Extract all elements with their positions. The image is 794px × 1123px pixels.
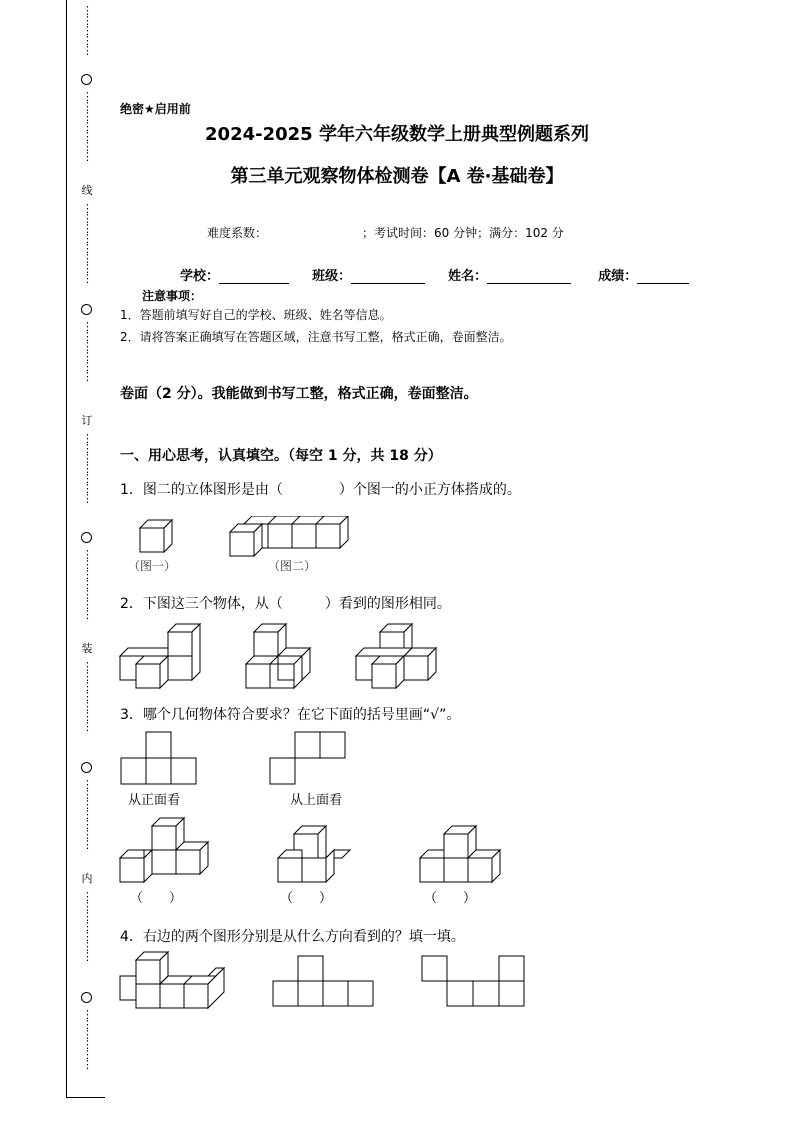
binding-dots: ⋮ ⋮ ⋮ ⋮ ⋮ ⋮ ⋮ <box>82 890 92 963</box>
binding-dots: ⋮ ⋮ ⋮ ⋮ ⋮ ⋮ ⋮ <box>82 660 92 733</box>
q3-object-c <box>420 826 500 882</box>
school-field[interactable] <box>219 270 289 284</box>
note-item: 2．请将答案正确填写在答题区域，注意书写工整，格式正确，卷面整洁。 <box>120 330 512 344</box>
score-field[interactable] <box>637 270 689 284</box>
q1-fig2-caption: （图二） <box>268 559 317 573</box>
q3-views <box>118 730 358 786</box>
q2-object-c <box>356 624 436 688</box>
q1-fig1-cube <box>140 520 172 552</box>
page-title: 2024-2025 学年六年级数学上册典型例题系列 <box>205 124 589 145</box>
binding-circle <box>81 74 92 85</box>
notes-heading: 注意事项： <box>142 289 203 303</box>
q4-figures <box>116 948 536 1012</box>
school-label: 学校： <box>180 269 220 284</box>
question-4: 4．右边的两个图形分别是从什么方向看到的？填一填。 <box>120 929 465 945</box>
score-label: 成绩： <box>598 269 638 284</box>
binding-dots: ⋮ ⋮ ⋮ ⋮ ⋮ ⋮ <box>82 1008 92 1071</box>
binding-dots: ⋮ ⋮ ⋮ ⋮ ⋮ ⋮ ⋮ ⋮ <box>82 202 92 285</box>
binding-dots: ⋮ ⋮ ⋮ ⋮ ⋮ ⋮ ⋮ <box>82 548 92 621</box>
binding-char: 装 <box>81 642 93 655</box>
difficulty-label: 难度系数： <box>207 226 268 240</box>
q3-answer-bracket-a[interactable]: （ ） <box>130 891 183 906</box>
q2-figures <box>116 620 446 692</box>
note-item: 1．答题前填写好自己的学校、班级、姓名等信息。 <box>120 308 392 322</box>
question-1: 1．图二的立体图形是由（ ）个图一的小正方体搭成的。 <box>120 482 521 498</box>
q4-view-1 <box>273 956 373 1006</box>
binding-circle <box>81 532 92 543</box>
binding-dots: ⋮ ⋮ ⋮ ⋮ ⋮ ⋮ ⋮ <box>82 432 92 505</box>
q4-solid <box>120 952 224 1008</box>
binding-dots: ⋮ ⋮ ⋮ ⋮ ⋮ ⋮ ⋮ <box>82 778 92 851</box>
q1-fig1-caption: （图一） <box>128 559 177 573</box>
binding-dots: ⋮ ⋮ ⋮ ⋮ ⋮ ⋮ <box>82 320 92 383</box>
q3-top-view <box>270 732 345 784</box>
q3-answer-bracket-c[interactable]: （ ） <box>424 891 477 906</box>
q3-object-b <box>278 826 350 882</box>
q3-front-label: 从正面看 <box>128 793 181 808</box>
confidential-label: 绝密★启用前 <box>120 102 191 116</box>
exam-info: ；考试时间：60 分钟；满分：102 分 <box>362 226 564 240</box>
binding-dots: ⋮ ⋮ ⋮ ⋮ ⋮ <box>82 4 92 57</box>
class-field[interactable] <box>351 270 425 284</box>
page-subtitle: 第三单元观察物体检测卷【A 卷·基础卷】 <box>230 166 564 187</box>
q3-object-a <box>120 818 208 882</box>
q1-fig2-cubes <box>230 516 348 556</box>
binding-dots: ⋮ ⋮ ⋮ ⋮ ⋮ ⋮ ⋮ <box>82 90 92 163</box>
binding-char: 订 <box>81 414 93 427</box>
binding-circle <box>81 762 92 773</box>
neatness-statement: 卷面（2 分）。我能做到书写工整，格式正确，卷面整洁。 <box>120 386 478 402</box>
q3-top-label: 从上面看 <box>290 793 343 808</box>
section-heading: 一、用心思考，认真填空。（每空 1 分，共 18 分） <box>120 448 442 464</box>
question-3: 3．哪个几何物体符合要求？在它下面的括号里画“√”。 <box>120 707 461 723</box>
q4-view-2 <box>422 956 524 1006</box>
q3-front-view <box>121 732 196 784</box>
q3-objects <box>116 814 506 884</box>
student-info-row <box>180 265 689 284</box>
binding-char: 内 <box>81 872 93 885</box>
q2-object-b <box>246 624 310 688</box>
q2-object-a <box>120 624 200 688</box>
name-field[interactable] <box>487 270 571 284</box>
name-label: 姓名： <box>448 269 488 284</box>
class-label: 班级： <box>312 269 352 284</box>
question-2: 2．下图这三个物体，从（ ）看到的图形相同。 <box>120 596 451 612</box>
binding-circle <box>81 992 92 1003</box>
binding-circle <box>81 304 92 315</box>
binding-char: 线 <box>81 184 93 197</box>
q3-answer-bracket-b[interactable]: （ ） <box>280 891 333 906</box>
